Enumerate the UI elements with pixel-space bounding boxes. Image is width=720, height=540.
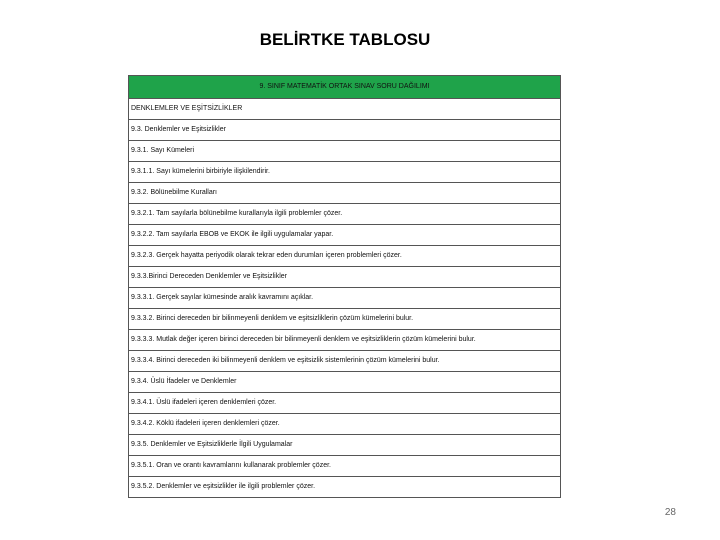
- table-row: 9.3.1. Sayı Kümeleri: [129, 141, 560, 162]
- table-row: 9.3.2.1. Tam sayılarla bölünebilme kurallarıyla ilgili problemler çözer.: [129, 204, 560, 225]
- table-row: 9.3.5. Denklemler ve Eşitsizliklerle İlgili Uygulamalar: [129, 435, 560, 456]
- table-header: 9. SINIF MATEMATİK ORTAK SINAV SORU DAĞILIMI: [129, 76, 560, 99]
- page-number: 28: [664, 507, 676, 518]
- table-row: 9.3.1.1. Sayı kümelerini birbiriyle ilişkilendirir.: [129, 162, 560, 183]
- table-row: 9.3.5.2. Denklemler ve eşitsizlikler ile ilgili problemler çözer.: [131, 483, 316, 490]
- table-row: DENKLEMLER VE EŞİTSİZLİKLER: [129, 99, 560, 120]
- page-title: BELİRTKE TABLOSU: [259, 30, 431, 49]
- table-row: 9.3.2.3. Gerçek hayatta periyodik olarak tekrar eden durumları içeren problemleri çözer.: [129, 246, 560, 267]
- table-row: 9.3.2.2. Tam sayılarla EBOB ve EKOK ile ilgili uygulamalar yapar.: [129, 225, 560, 246]
- table-row: 9.3.3.1. Gerçek sayılar kümesinde aralık kavramını açıklar.: [129, 288, 560, 309]
- table-row: 9.3.4. Üslü İfadeler ve Denklemler: [129, 372, 560, 393]
- table-row: 9.3.5.1. Oran ve orantı kavramlarını kullanarak problemler çözer.: [129, 456, 560, 477]
- table-row: 9.3.4.2. Köklü ifadeleri içeren denklemleri çözer.: [129, 414, 560, 435]
- table-row: 9.3.4.1. Üslü ifadeleri içeren denklemleri çözer.: [129, 393, 560, 414]
- table-row: 9.3.3.3. Mutlak değer içeren birinci dereceden bir bilinmeyenli denklem ve eşitsizliklerin çözüm kümelerini bulur.: [129, 330, 560, 351]
- specification-table: [128, 75, 561, 498]
- table-row: 9.3. Denklemler ve Eşitsizlikler: [129, 120, 560, 141]
- table-row: 9.3.3.4. Birinci dereceden iki bilinmeyenli denklem ve eşitsizlik sistemlerinin çözüm kümelerini bulur.: [129, 351, 560, 372]
- table-row: 9.3.2. Bölünebilme Kuralları: [129, 183, 560, 204]
- table-row: 9.3.3.2. Birinci dereceden bir bilinmeyenli denklem ve eşitsizliklerin çözüm kümelerini bulur.: [129, 309, 560, 330]
- table-row: 9.3.3.Birinci Dereceden Denklemler ve Eşitsizlikler: [129, 267, 560, 288]
